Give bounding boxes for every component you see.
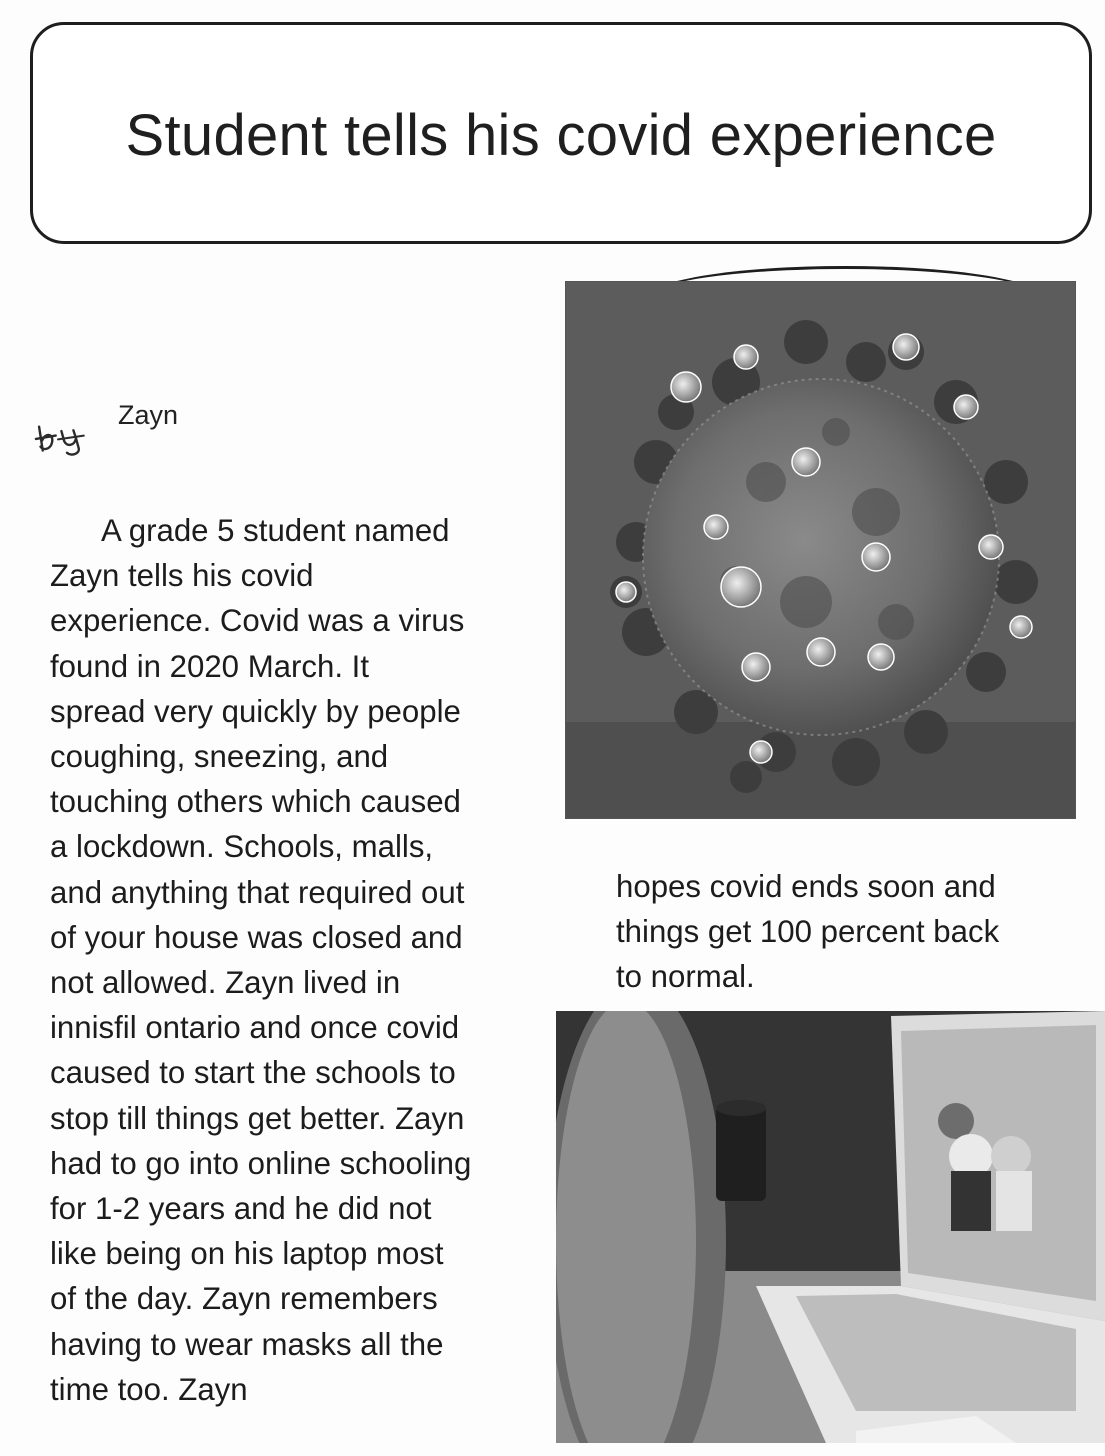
article-line: time too. Zayn [50, 1371, 248, 1407]
article-line: things get 100 percent back [616, 914, 1000, 950]
article-line: to normal. [616, 959, 755, 995]
article-line: like being on his laptop most [50, 1236, 444, 1272]
author-name: Zayn [118, 400, 179, 430]
article-line: stop till things get better. Zayn [50, 1100, 465, 1136]
article-line: not allowed. Zayn lived in [50, 965, 401, 1001]
byline-mark [33, 417, 96, 461]
laptop-image [556, 1011, 1105, 1443]
article-line: spread very quickly by people [50, 693, 461, 729]
article-line: found in 2020 March. It [50, 648, 370, 684]
article-line: of the day. Zayn remembers [50, 1281, 438, 1317]
article-column-1 [50, 508, 555, 1412]
article-line: innisfil ontario and once covid [50, 1010, 460, 1046]
article-line: and anything that required out [50, 874, 465, 910]
article-line: for 1-2 years and he did not [50, 1191, 432, 1227]
page-title: Student tells his covid experience [125, 102, 997, 168]
article-line: coughing, sneezing, and [50, 739, 389, 775]
title-box [30, 22, 1092, 244]
article-line: a lockdown. Schools, malls, [50, 829, 434, 865]
handwritten-by-icon [33, 417, 96, 461]
article-line: A grade 5 student named [101, 513, 450, 548]
article-line: experience. Covid was a virus [50, 603, 465, 639]
article-line: caused to start the schools to [50, 1055, 456, 1091]
article-line: touching others which caused [50, 784, 461, 820]
article-line: having to wear masks all the [50, 1326, 444, 1362]
article-line: had to go into online schooling [50, 1145, 472, 1181]
article-line: Zayn tells his covid [50, 558, 314, 594]
article-column-2 [616, 864, 1096, 1000]
article-line: hopes covid ends soon and [616, 869, 996, 904]
article-line: of your house was closed and [50, 919, 463, 955]
virus-image [565, 281, 1076, 819]
